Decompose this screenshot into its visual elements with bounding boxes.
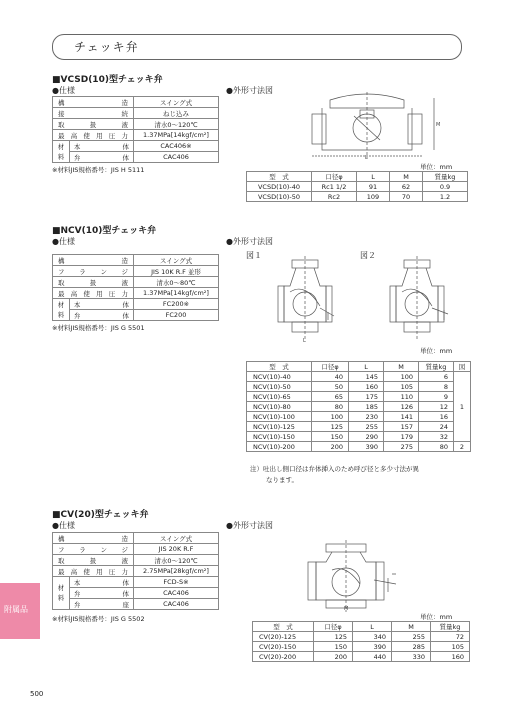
dim-M-label: M	[344, 606, 349, 612]
material-note-ncv: ※材料JIS規格番号：JIS G 5501	[52, 324, 145, 332]
material-part: 弁体	[69, 310, 133, 321]
page-number: 500	[30, 690, 44, 698]
spec-label: 取扱液	[53, 119, 134, 130]
dim-header: 質量kg	[419, 362, 454, 372]
material-value: FCD-S※	[134, 577, 219, 588]
spec-value: 清水0〜120℃	[134, 555, 219, 566]
dim-cell: CV(20)-150	[253, 642, 314, 652]
material-part: 本体	[69, 141, 133, 152]
dim-cell: 141	[384, 412, 419, 422]
dim-cell: NCV(10)-200	[247, 442, 312, 452]
dim-L-label: L	[303, 338, 306, 344]
dim-cell: 285	[392, 642, 431, 652]
spec-value: スイング式	[134, 255, 219, 266]
dim-cell: 125	[314, 632, 353, 642]
spec-label: 最高使用圧力	[53, 130, 134, 141]
material-part: 弁座	[69, 599, 133, 610]
spec-value: 2.75MPa[28kgf/cm²]	[134, 566, 219, 577]
material-value: CAC406※	[134, 141, 219, 152]
dim-header: L	[357, 172, 390, 182]
section-heading-vcsd: ■VCSD(10)型チェッキ弁	[52, 75, 163, 85]
dim-cell: NCV(10)-65	[247, 392, 312, 402]
table-row	[247, 412, 471, 422]
table-row	[247, 432, 471, 442]
dim-header: L	[349, 362, 384, 372]
fig2-label: 図２	[360, 251, 376, 260]
fig-number-cell: 1	[454, 372, 471, 442]
dim-header: 型 式	[247, 362, 312, 372]
dim-cell: 105	[384, 382, 419, 392]
material-value: CAC406	[134, 588, 219, 599]
dim-cell: 157	[384, 422, 419, 432]
dim-cell: 80	[419, 442, 454, 452]
dim-header: 口径φ	[314, 622, 353, 632]
dim-cell: 275	[384, 442, 419, 452]
dim-header: 質量kg	[423, 172, 468, 182]
dim-cell: 62	[390, 182, 423, 192]
material-label: 材料	[53, 141, 70, 163]
footnote-ncv-1: 注）吐出し側口径は弁体挿入のため呼び径と多少寸法が異	[250, 465, 419, 473]
table-row	[247, 422, 471, 432]
table-row	[247, 372, 471, 382]
spec-label: 接続	[53, 108, 134, 119]
material-part: 本体	[69, 577, 133, 588]
table-row	[253, 642, 470, 652]
spec-label-ncv: ●仕様	[52, 237, 75, 246]
spec-label: フランジ	[53, 266, 134, 277]
table-row	[253, 652, 470, 662]
vcsd-drawing	[292, 88, 442, 160]
dim-M-label: M	[436, 122, 441, 128]
dim-cell: NCV(10)-50	[247, 382, 312, 392]
spec-label: 取扱液	[53, 555, 134, 566]
dim-cell: 330	[392, 652, 431, 662]
spec-value: スイング式	[134, 533, 219, 544]
dim-header: 質量kg	[431, 622, 470, 632]
material-label: 材料	[53, 577, 70, 610]
dim-cell: 126	[384, 402, 419, 412]
dim-cell: NCV(10)-80	[247, 402, 312, 412]
dim-cell: 179	[384, 432, 419, 442]
material-label: 材料	[53, 299, 70, 321]
dim-cell: Rc2	[312, 192, 357, 202]
dim-header: 口径φ	[312, 362, 349, 372]
dim-table-ncv	[246, 361, 471, 452]
material-part: 弁体	[69, 152, 133, 163]
spec-label: 最高使用圧力	[53, 566, 134, 577]
dim-cell: 6	[419, 372, 454, 382]
spec-label-cv: ●仕様	[52, 521, 75, 530]
dim-cell: NCV(10)-100	[247, 412, 312, 422]
dim-cell: 175	[349, 392, 384, 402]
table-row	[247, 392, 471, 402]
table-row	[247, 442, 471, 452]
fig1-label: 図１	[246, 251, 262, 260]
table-row	[247, 402, 471, 412]
dim-cell: 100	[384, 372, 419, 382]
spec-value: 清水0〜120℃	[134, 119, 219, 130]
spec-label: 構造	[53, 255, 134, 266]
table-row	[247, 182, 468, 192]
dim-cell: NCV(10)-125	[247, 422, 312, 432]
dim-cell: 40	[312, 372, 349, 382]
ncv-fig2-drawing	[374, 256, 464, 344]
spec-table-cv	[52, 532, 219, 610]
dim-cell: 8	[419, 382, 454, 392]
unit-label-ncv: 単位：mm	[420, 347, 453, 355]
dim-cell: 72	[431, 632, 470, 642]
dim-cell: 200	[314, 652, 353, 662]
dim-cell: NCV(10)-150	[247, 432, 312, 442]
spec-table-ncv	[52, 254, 219, 321]
dim-cell: CV(20)-125	[253, 632, 314, 642]
spec-label: 構造	[53, 533, 134, 544]
dim-cell: 70	[390, 192, 423, 202]
dim-header: 図	[454, 362, 471, 372]
unit-label-cv: 単位：mm	[420, 613, 453, 621]
page-title: チェッキ弁	[74, 40, 139, 54]
unit-label-vcsd: 単位：mm	[420, 163, 453, 171]
dim-table-vcsd	[246, 171, 468, 202]
section-heading-cv: ■CV(20)型チェッキ弁	[52, 510, 149, 520]
dim-cell: 145	[349, 372, 384, 382]
spec-value: 1.37MPa[14kgf/cm²]	[134, 288, 219, 299]
dim-header: M	[390, 172, 423, 182]
dim-header: M	[384, 362, 419, 372]
material-value: FC200※	[134, 299, 219, 310]
drawing-label-vcsd: ●外形寸法図	[226, 86, 273, 95]
dim-cell: 80	[312, 402, 349, 412]
dim-cell: Rc1 1/2	[312, 182, 357, 192]
footnote-ncv-2: なります。	[266, 476, 298, 484]
dim-cell: 150	[312, 432, 349, 442]
dim-cell: 65	[312, 392, 349, 402]
dim-cell: 230	[349, 412, 384, 422]
dim-cell: 0.9	[423, 182, 468, 192]
dim-cell: 105	[431, 642, 470, 652]
dim-cell: 160	[431, 652, 470, 662]
dim-cell: 255	[349, 422, 384, 432]
material-value: CAC406	[134, 152, 219, 163]
dim-cell: 1.2	[423, 192, 468, 202]
ncv-fig1-drawing	[262, 256, 352, 344]
section-heading-ncv: ■NCV(10)型チェッキ弁	[52, 226, 157, 236]
dim-header: 型 式	[253, 622, 314, 632]
spec-label: 取扱液	[53, 277, 134, 288]
drawing-label-ncv: ●外形寸法図	[226, 237, 273, 246]
spec-value: 1.37MPa[14kgf/cm²]	[134, 130, 219, 141]
dim-cell: CV(20)-200	[253, 652, 314, 662]
table-row	[247, 192, 468, 202]
spec-value: ねじ込み	[134, 108, 219, 119]
spec-label: 最高使用圧力	[53, 288, 134, 299]
dim-L-label: L	[365, 155, 368, 160]
spec-label-vcsd: ●仕様	[52, 86, 75, 95]
spec-value: JIS 10K R.F 並形	[134, 266, 219, 277]
dim-cell: 91	[357, 182, 390, 192]
drawing-label-cv: ●外形寸法図	[226, 521, 273, 530]
dim-cell: 390	[349, 442, 384, 452]
dim-cell: 9	[419, 392, 454, 402]
dim-cell: 160	[349, 382, 384, 392]
cv-drawing	[296, 540, 416, 612]
dim-cell: 125	[312, 422, 349, 432]
material-note-cv: ※材料JIS規格番号：JIS G 5502	[52, 615, 145, 623]
material-note-vcsd: ※材料JIS規格番号：JIS H 5111	[52, 166, 145, 174]
fig-number-cell: 2	[454, 442, 471, 452]
dim-cell: 12	[419, 402, 454, 412]
table-row	[247, 382, 471, 392]
dim-cell: 110	[384, 392, 419, 402]
dim-cell: 255	[392, 632, 431, 642]
spec-label: 構造	[53, 97, 134, 108]
dim-header: 口径φ	[312, 172, 357, 182]
spec-value: JIS 20K R.F	[134, 544, 219, 555]
material-value: FC200	[134, 310, 219, 321]
material-part: 本体	[69, 299, 133, 310]
table-row	[253, 632, 470, 642]
dim-header: 型 式	[247, 172, 312, 182]
material-part: 弁体	[69, 588, 133, 599]
dim-cell: 290	[349, 432, 384, 442]
dim-cell: 390	[353, 642, 392, 652]
material-value: CAC406	[134, 599, 219, 610]
dim-cell: 340	[353, 632, 392, 642]
dim-header: M	[392, 622, 431, 632]
dim-cell: 200	[312, 442, 349, 452]
dim-cell: NCV(10)-40	[247, 372, 312, 382]
dim-cell: 50	[312, 382, 349, 392]
dim-table-cv	[252, 621, 470, 662]
dim-cell: 109	[357, 192, 390, 202]
dim-cell: VCSD(10)-50	[247, 192, 312, 202]
dim-cell: 440	[353, 652, 392, 662]
dim-cell: VCSD(10)-40	[247, 182, 312, 192]
dim-cell: 32	[419, 432, 454, 442]
spec-table-vcsd	[52, 96, 219, 163]
side-tab-label: 附属品	[4, 605, 28, 614]
side-tab-accessories	[0, 583, 40, 639]
dim-header: L	[353, 622, 392, 632]
spec-value: スイング式	[134, 97, 219, 108]
dim-cell: 16	[419, 412, 454, 422]
dim-cell: 24	[419, 422, 454, 432]
dim-cell: 150	[314, 642, 353, 652]
spec-value: 清水0〜80℃	[134, 277, 219, 288]
dim-cell: 185	[349, 402, 384, 412]
spec-label: フランジ	[53, 544, 134, 555]
dim-cell: 100	[312, 412, 349, 422]
